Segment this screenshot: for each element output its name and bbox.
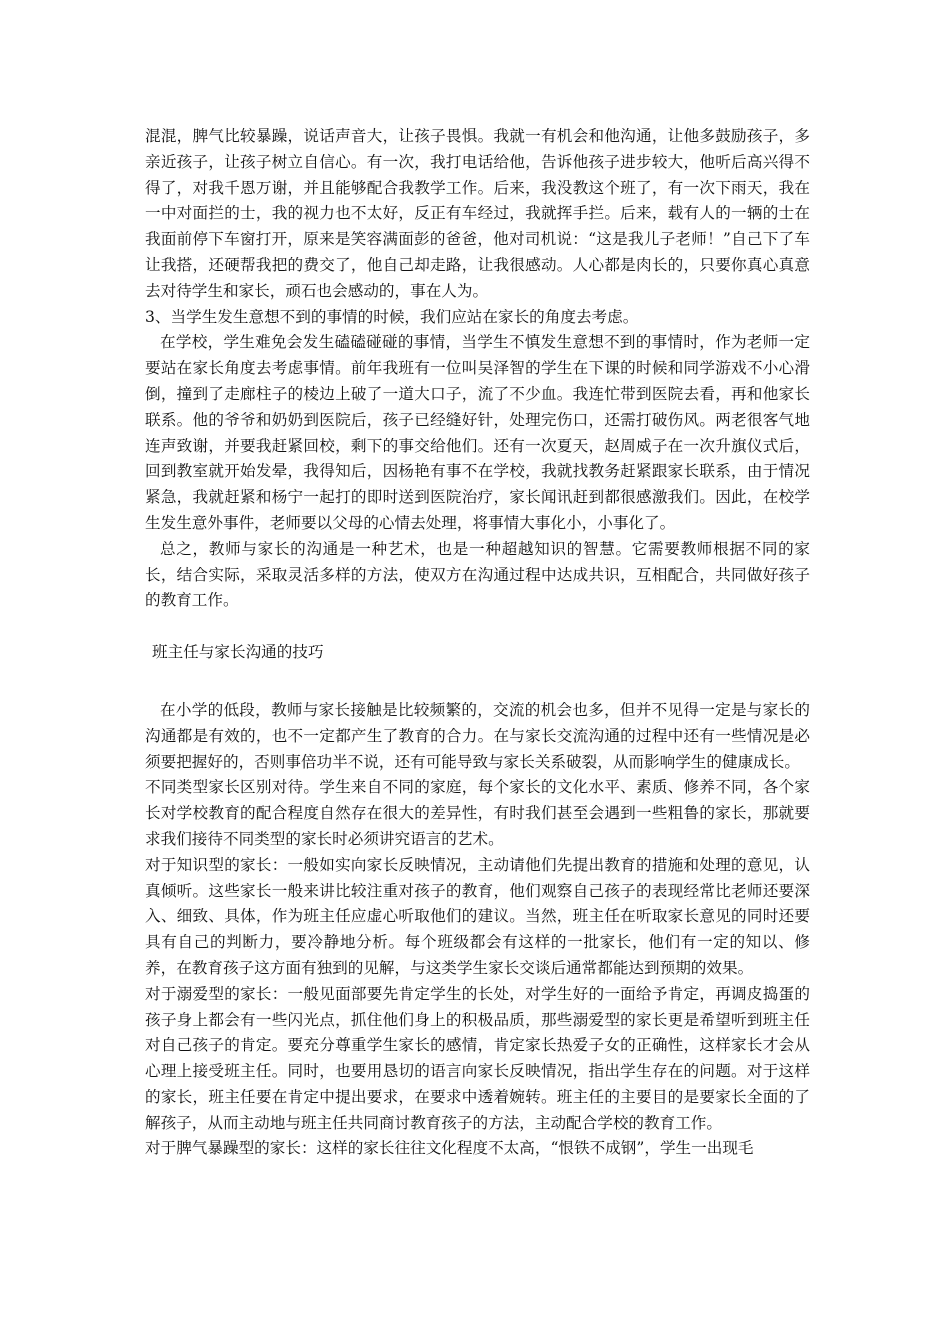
paragraph-conclusion: 总之，教师与家长的沟通是一种艺术，也是一种超越知识的智慧。它需要教师根据不同的家长，结合实际，采取灵活多样的方法，使双方在沟通过程中达成共识，互相配合，共同做好孩子的教育工作。	[145, 539, 810, 610]
paragraph-doting-parents: 对于溺爱型的家长：一般见面部要先肯定学生的长处，对学生好的一面给予肯定，再调皮捣蛋的孩子身上都会有一些闪光点，抓住他们身上的积极品质，那些溺爱型的家长更是希望听到班主任对自己孩子的肯定。要充分尊重学生家长的感情，肯定家长热爱子女的正确性，这样家长才会从心理上接受班主任。同时，也要用恳切的语言向家长反映情况，指出学生存在的问题。对于这样的家长，班主任要在肯定中提出要求，在要求中透着婉转。班主任的主要目的是要家长全面的了解孩子，从而主动地与班主任共同商讨教育孩子的方法，主动配合学校的教育工作。	[145, 984, 810, 1132]
paragraph-intro: 在小学的低段，教师与家长接触是比较频繁的，交流的机会也多，但并不见得一定是与家长的沟通都是有效的，也不一定都产生了教育的合力。在与家长交流沟通的过程中还有一些情况是必须要把握好的，否则事倍功半不说，还有可能导致与家长关系破裂，从而影响学生的健康成长。	[145, 700, 810, 771]
paragraph-knowledge-parents: 对于知识型的家长：一般如实向家长反映情况，主动请他们先提出教育的措施和处理的意见，认真倾听。这些家长一般来讲比较注重对孩子的教育，他们观察自己孩子的表现经常比老师还要深入、细致、具体，作为班主任应虚心听取他们的建议。当然，班主任在听取家长意见的同时还要具有自己的判断力，要冷静地分析。每个班级都会有这样的一批家长，他们有一定的知以、修养，在教育孩子这方面有独到的见解，与这类学生家长交谈后通常都能达到预期的效果。	[145, 855, 810, 977]
section-title: 班主任与家长沟通的技巧	[152, 643, 324, 662]
paragraph-continuation: 混混，脾气比较暴躁，说话声音大，让孩子畏惧。我就一有机会和他沟通，让他多鼓励孩子，多亲近孩子，让孩子树立自信心。有一次，我打电话给他，告诉他孩子进步较大，他听后高兴得不得了，对我千恩万谢，并且能够配合我教学工作。后来，我没教这个班了，有一次下雨天，我在一中对面拦的士，我的视力也不太好，反正有车经过，我就挥手拦。后来，载有人的一辆的士在我面前停下车窗打开，原来是笑容满面彭的爸爸，他对司机说：“这是我儿子老师！”自己下了车让我搭，还硬帮我把的费交了，他自己却走路，让我很感动。人心都是肉长的，只要你真心真意去对待学生和家长，顽石也会感动的，事在人为。	[145, 127, 810, 300]
document-page	[145, 124, 810, 1162]
paragraph-parent-types: 不同类型家长区别对待。学生来自不同的家庭，每个家长的文化水平、素质、修养不同，各个家长对学校教育的配合程度自然存在很大的差异性，有时我们甚至会遇到一些粗鲁的家长，那就要求我们接待不同类型的家长时必须讲究语言的艺术。	[145, 778, 810, 848]
paragraph-temper-parents: 对于脾气暴躁型的家长：这样的家长往往文化程度不太高，“恨铁不成钢”，学生一出现毛	[145, 1139, 754, 1158]
paragraph-school-incidents: 在学校，学生难免会发生磕磕碰碰的事情，当学生不慎发生意想不到的事情时，作为老师一定要站在家长角度去考虑事情。前年我班有一位叫吴泽智的学生在下课的时候和同学游戏不小心滑倒，撞到了走廊柱子的棱边上破了一道大口子，流了不少血。我连忙带到医院去看，再和他家长联系。他的爷爷和奶奶到医院后，孩子已经缝好针，处理完伤口，还需打破伤风。两老很客气地连声致谢，并要我赶紧回校，剩下的事交给他们。还有一次夏天，赵周威子在一次升旗仪式后，回到教室就开始发晕，我得知后，因杨艳有事不在学校，我就找教务赶紧跟家长联系，由于情况紧急，我就赶紧和杨宁一起打的即时送到医院治疗，家长闻讯赶到都很感激我们。因此，在校学生发生意外事件，老师要以父母的心情去处理，将事情大事化小，小事化了。	[145, 333, 810, 532]
paragraph-point-3: 3、当学生发生意想不到的事情的时候，我们应站在家长的角度去考虑。	[145, 307, 639, 326]
